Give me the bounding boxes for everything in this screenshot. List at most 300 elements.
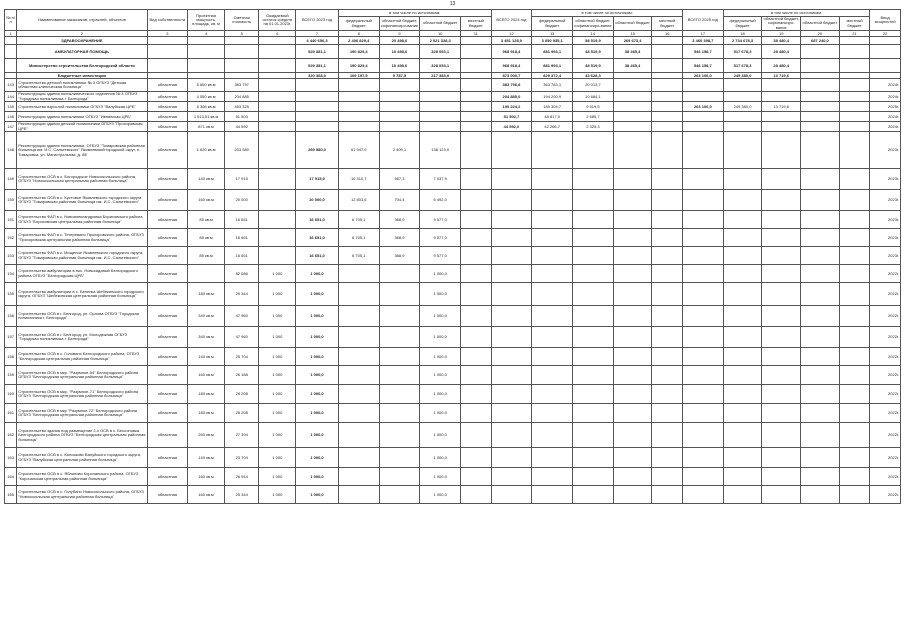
cofin-2025-cell — [762, 265, 801, 283]
federal-2023-cell — [338, 404, 379, 423]
col-header-total-2023: ВСЕГО 2023 год — [296, 10, 339, 31]
regional-2024-cell — [613, 229, 652, 247]
total-2023-cell: 1 000,0 — [296, 423, 339, 448]
remaining-cell — [259, 211, 296, 229]
row-number: 151 — [5, 211, 17, 229]
local-2023-cell — [461, 92, 492, 102]
total-2023-cell: 1 000,0 — [296, 348, 339, 366]
remaining-cell — [259, 247, 296, 265]
local-2025-cell — [839, 59, 870, 73]
cofin-2024-cell — [573, 211, 614, 229]
local-2024-cell — [652, 132, 683, 169]
capacity-cell: 140 кв.м — [188, 169, 225, 190]
commission-year-cell: 2022г. — [870, 423, 901, 448]
regional-2025-cell — [801, 468, 840, 486]
federal-2023-cell: 109 197,9 — [338, 73, 379, 79]
remaining-cell: 1 000 — [259, 385, 296, 404]
capacity-cell: 180 кв.м — [188, 404, 225, 423]
object-name: Строительство амбулатории в с. Беленка Шебекинского городского округа, ОГБУЗ "Шебекинская центральная районная больница" — [17, 283, 147, 306]
regional-2024-cell — [613, 169, 652, 190]
federal-2024-cell — [532, 327, 573, 348]
object-name: Строительство здания под размещение 2-х ОСВ в с. Бессоновка Белгородского района ОГБУЗ "Белгородская центральная районная больница" — [17, 423, 147, 448]
regional-2024-cell — [613, 102, 652, 112]
cofin-2024-cell — [573, 283, 614, 306]
regional-2023-cell: 1 000,0 — [420, 283, 461, 306]
federal-2023-cell — [338, 423, 379, 448]
local-2025-cell — [839, 306, 870, 327]
object-name: Строительство ОСВ в с. Кустовое Яковлевского городского округа ОГБУЗ "Томаровская районная больница им. И.С. Сальтевского" — [17, 190, 147, 211]
object-name: Бюджетные инвестиции — [17, 73, 147, 79]
column-number: 11 — [461, 31, 492, 37]
regional-2024-cell — [613, 122, 652, 132]
regional-2023-cell: 1 000,0 — [420, 366, 461, 385]
federal-2024-cell — [532, 169, 573, 190]
local-2024-cell — [652, 404, 683, 423]
estimate-cell: 383 797 — [224, 79, 259, 92]
row-number: 156 — [5, 306, 17, 327]
col-header-regional-cofin: областной бюджет, софинансиро-вание — [763, 16, 799, 30]
cofin-2024-cell: 48 519,9 — [573, 59, 614, 73]
ownership-cell: областная — [147, 385, 188, 404]
capacity-cell: 6 308 кв.м — [188, 102, 225, 112]
column-number: 6 — [259, 31, 296, 37]
ownership-cell: областная — [147, 92, 188, 102]
total-2023-cell: 1 000,0 — [296, 366, 339, 385]
object-name: Строительство амбулатории в пос. Новосадовый Белгородского района ОГБУЗ "Белгородская ЦРБ" — [17, 265, 147, 283]
remaining-cell: 1 000 — [259, 306, 296, 327]
total-2025-cell — [682, 211, 723, 229]
cofin-2025-cell — [762, 327, 801, 348]
local-2023-cell — [461, 169, 492, 190]
ownership-cell: областная — [147, 366, 188, 385]
col-header-no: № п/п — [5, 10, 17, 31]
total-2023-cell: 1 000,0 — [296, 283, 339, 306]
column-number: 8 — [338, 31, 379, 37]
row-number: 158 — [5, 348, 17, 366]
federal-2025-cell — [723, 306, 762, 327]
remaining-cell: 1 000 — [259, 423, 296, 448]
total-2024-cell: 204 885,0 — [491, 92, 532, 102]
total-2024-cell — [491, 132, 532, 169]
capacity-cell: 180 кв.м — [188, 283, 225, 306]
local-2024-cell — [652, 448, 683, 468]
federal-2023-cell — [338, 92, 379, 102]
regional-2025-cell — [801, 169, 840, 190]
cofin-2023-cell — [379, 404, 420, 423]
local-2023-cell — [461, 211, 492, 229]
total-2023-cell: 4 440 656,3 — [296, 37, 339, 45]
page-number: 13 — [449, 1, 456, 7]
ownership-cell: областная — [147, 122, 188, 132]
commission-year-cell: 2022г. — [870, 385, 901, 404]
cofin-2025-cell — [762, 229, 801, 247]
local-2024-cell — [652, 169, 683, 190]
federal-2023-cell: 190 829,4 — [338, 59, 379, 73]
regional-2025-cell — [801, 423, 840, 448]
commission-year-cell: 2024г. — [870, 92, 901, 102]
regional-2024-cell — [613, 366, 652, 385]
total-2024-cell — [491, 211, 532, 229]
remaining-cell — [259, 79, 296, 92]
col-header-federal: федеральный бюджет — [723, 17, 762, 31]
federal-2025-cell — [723, 486, 762, 504]
federal-2025-cell — [723, 169, 762, 190]
federal-2025-cell — [723, 348, 762, 366]
estimate-cell: 16 651 — [224, 229, 259, 247]
total-2024-cell: 968 918,4 — [491, 45, 532, 59]
estimate-cell: 16 651 — [224, 247, 259, 265]
estimate-cell: 47 960 — [224, 306, 259, 327]
regional-2025-cell — [801, 486, 840, 504]
federal-2024-cell: 363 783,1 — [532, 79, 573, 92]
column-number: 17 — [682, 31, 723, 37]
commission-year-cell: 2022г. — [870, 366, 901, 385]
remaining-cell: 1 000 — [259, 404, 296, 423]
total-2025-cell — [682, 327, 723, 348]
regional-2024-cell — [613, 423, 652, 448]
total-2024-cell — [491, 468, 532, 486]
cofin-2025-cell — [762, 404, 801, 423]
regional-2024-cell — [613, 112, 652, 122]
local-2023-cell — [461, 423, 492, 448]
regional-2024-cell — [613, 448, 652, 468]
section-row — [5, 37, 901, 45]
federal-2024-cell: 3 050 935,1 — [532, 37, 573, 45]
cofin-2024-cell — [573, 229, 614, 247]
federal-2024-cell: 194 200,9 — [532, 92, 573, 102]
total-2024-cell: 383 796,8 — [491, 79, 532, 92]
cofin-2025-cell — [762, 211, 801, 229]
cofin-2025-cell — [762, 79, 801, 92]
regional-2025-cell — [801, 190, 840, 211]
row-number — [5, 59, 17, 73]
table-row — [5, 132, 901, 169]
federal-2025-cell — [723, 112, 762, 122]
column-number: 7 — [296, 31, 339, 37]
estimate-cell: 26 188 — [224, 366, 259, 385]
total-2023-cell: 1 000,0 — [296, 306, 339, 327]
cofin-2023-cell — [379, 423, 420, 448]
cofin-2023-cell: 2 409,1 — [379, 132, 420, 169]
total-2023-cell — [296, 122, 339, 132]
cofin-2024-cell — [573, 468, 614, 486]
regional-2025-cell — [801, 59, 840, 73]
cofin-2024-cell: 43 628,3 — [573, 73, 614, 79]
local-2024-cell — [652, 79, 683, 92]
regional-2023-cell: 2 021 328,3 — [420, 37, 461, 45]
regional-2023-cell — [420, 112, 461, 122]
cofin-2025-cell — [762, 283, 801, 306]
section-row — [5, 59, 901, 73]
regional-2023-cell — [420, 92, 461, 102]
regional-2023-cell — [420, 102, 461, 112]
commission-year-cell: 2025г. — [870, 102, 901, 112]
commission-year-cell: 2022г. — [870, 306, 901, 327]
row-number: 157 — [5, 327, 17, 348]
object-name: Строительство взрослой поликлиники ОГБУЗ "Валуйская ЦРБ" — [17, 102, 147, 112]
commission-year-cell: 2023г. — [870, 190, 901, 211]
col-header-regional: областной бюджет — [420, 17, 461, 31]
capacity-cell: 85 кв.м — [188, 247, 225, 265]
regional-2023-cell: 138 123,0 — [420, 132, 461, 169]
ownership-cell: областная — [147, 283, 188, 306]
local-2024-cell — [652, 229, 683, 247]
capacity-cell: 140 кв.м — [188, 348, 225, 366]
commission-year-cell: 2023г. — [870, 132, 901, 169]
federal-2024-cell — [532, 385, 573, 404]
table-row — [5, 468, 901, 486]
cofin-2025-cell — [762, 385, 801, 404]
cofin-2023-cell — [379, 283, 420, 306]
total-2025-cell: 263 100,0 — [682, 73, 723, 79]
col-header-federal: федеральный бюджет — [532, 17, 573, 31]
commission-year-cell: 2022г. — [870, 468, 901, 486]
cofin-2023-cell — [379, 366, 420, 385]
regional-2025-cell — [801, 211, 840, 229]
total-2023-cell: 1 000,0 — [296, 404, 339, 423]
federal-2024-cell: 881 993,1 — [532, 45, 573, 59]
regional-2023-cell: 9 577,0 — [420, 211, 461, 229]
ownership-cell: областная — [147, 423, 188, 448]
ownership-cell: областная — [147, 468, 188, 486]
federal-2024-cell — [532, 283, 573, 306]
row-number: 153 — [5, 247, 17, 265]
row-number — [5, 45, 17, 59]
local-2024-cell — [652, 45, 683, 59]
federal-2024-cell — [532, 448, 573, 468]
estimate-cell: 28 208 — [224, 385, 259, 404]
local-2023-cell — [461, 229, 492, 247]
table-row — [5, 448, 901, 468]
federal-2024-cell — [532, 265, 573, 283]
remaining-cell: 1 000 — [259, 468, 296, 486]
estimate-cell: 17 915 — [224, 169, 259, 190]
regional-2025-cell — [801, 229, 840, 247]
federal-2023-cell — [338, 112, 379, 122]
row-number: 162 — [5, 423, 17, 448]
column-number: 22 — [870, 31, 901, 37]
cofin-2024-cell: 9 919,5 — [573, 102, 614, 112]
commission-year-cell: 2024г. — [870, 79, 901, 92]
federal-2023-cell: 190 829,4 — [338, 45, 379, 59]
cofin-2025-cell — [762, 423, 801, 448]
regional-2024-cell — [613, 327, 652, 348]
total-2024-cell — [491, 306, 532, 327]
cofin-2025-cell — [762, 92, 801, 102]
remaining-cell: 1 000 — [259, 486, 296, 504]
cofin-2024-cell — [573, 247, 614, 265]
local-2025-cell — [839, 190, 870, 211]
table-row — [5, 423, 901, 448]
col-header-regional-cofin: областной бюджет, софинансиро-вание — [573, 17, 614, 31]
cofin-2024-cell — [573, 486, 614, 504]
commission-year-cell: 2022г. — [870, 283, 901, 306]
regional-2023-cell: 328 053,1 — [420, 59, 461, 73]
total-2024-cell — [491, 385, 532, 404]
federal-2024-cell: 829 372,4 — [532, 73, 573, 79]
estimate-cell: 23 704 — [224, 448, 259, 468]
column-number: 4 — [188, 31, 225, 37]
federal-2023-cell — [338, 265, 379, 283]
table-row — [5, 385, 901, 404]
local-2023-cell — [461, 468, 492, 486]
cofin-2025-cell — [762, 112, 801, 122]
local-2025-cell — [839, 265, 870, 283]
local-2024-cell — [652, 190, 683, 211]
capacity-cell — [188, 265, 225, 283]
federal-2025-cell — [723, 404, 762, 423]
capacity-cell: 1 620 кв.м — [188, 132, 225, 169]
commission-year-cell: 2023г. — [870, 229, 901, 247]
table-row — [5, 265, 901, 283]
object-name: Строительство ОСВ в г. Белгород, ул. Молодежная ОГБУЗ "Городская поликлиника г. Белгорода" — [17, 327, 147, 348]
table-row — [5, 190, 901, 211]
estimate-cell: 26 944 — [224, 468, 259, 486]
local-2023-cell — [461, 306, 492, 327]
regional-2025-cell — [801, 122, 840, 132]
local-2024-cell — [652, 265, 683, 283]
ownership-cell: областная — [147, 112, 188, 122]
row-number: 150 — [5, 190, 17, 211]
total-2023-cell — [296, 112, 339, 122]
col-header-local: местный бюджет — [461, 17, 492, 31]
ownership-cell: областная — [147, 486, 188, 504]
total-2025-cell — [682, 366, 723, 385]
federal-2025-cell — [723, 79, 762, 92]
cofin-2023-cell: 368,9 — [379, 229, 420, 247]
cofin-2024-cell — [573, 448, 614, 468]
local-2025-cell — [839, 79, 870, 92]
estimate-cell: 20 000 — [224, 190, 259, 211]
ownership-cell: областная — [147, 102, 188, 112]
federal-2025-cell — [723, 423, 762, 448]
column-number: 2 — [17, 31, 147, 37]
total-2025-cell — [682, 404, 723, 423]
capacity-cell: 160 кв.м — [188, 190, 225, 211]
regional-2023-cell: 1 000,0 — [420, 423, 461, 448]
column-number: 12 — [491, 31, 532, 37]
local-2023-cell — [461, 283, 492, 306]
object-name: Реконструкция здания детской поликлиники ОГБУЗ "Прохоровская ЦРБ" — [17, 122, 147, 132]
row-number: 163 — [5, 448, 17, 468]
commission-year-cell: 2022г. — [870, 348, 901, 366]
capacity-cell: 260 кв.м — [188, 423, 225, 448]
capacity-cell: 5 600 кв.м — [188, 79, 225, 92]
capacity-cell: 140 кв.м — [188, 448, 225, 468]
commission-year-cell: 2024г. — [870, 122, 901, 132]
federal-2024-cell — [532, 306, 573, 327]
capacity-cell — [188, 37, 225, 45]
local-2023-cell — [461, 132, 492, 169]
federal-2023-cell — [338, 366, 379, 385]
local-2023-cell — [461, 37, 492, 45]
table-row — [5, 306, 901, 327]
federal-2025-cell — [723, 468, 762, 486]
federal-2024-cell — [532, 247, 573, 265]
federal-2025-cell — [723, 132, 762, 169]
column-number: 5 — [224, 31, 259, 37]
row-number: 155 — [5, 283, 17, 306]
cofin-2025-cell — [762, 306, 801, 327]
estimate-cell: 28 208 — [224, 404, 259, 423]
total-2025-cell — [682, 190, 723, 211]
cofin-2024-cell — [573, 132, 614, 169]
object-name: Строительство ОСВ в с. Голубино Новооскольского района, ОГБУЗ "Новооскольская центральная районная больница" — [17, 486, 147, 504]
local-2023-cell — [461, 348, 492, 366]
regional-2024-cell: 269 673,4 — [613, 37, 652, 45]
total-2024-cell — [491, 169, 532, 190]
row-number: 152 — [5, 229, 17, 247]
local-2023-cell — [461, 102, 492, 112]
total-2023-cell: 1 000,0 — [296, 385, 339, 404]
column-number: 9 — [379, 31, 420, 37]
regional-2025-cell — [801, 45, 840, 59]
federal-2023-cell: 12 803,6 — [338, 190, 379, 211]
cofin-2024-cell — [573, 366, 614, 385]
remaining-cell: 1 000 — [259, 327, 296, 348]
col-header-sources-2025: в том числе по источникам: — [723, 10, 870, 17]
regional-2025-cell — [801, 306, 840, 327]
commission-year-cell: 2022г. — [870, 486, 901, 504]
local-2023-cell — [461, 190, 492, 211]
capacity-cell: 160 кв.м — [188, 468, 225, 486]
col-header-capacity: Проектная мощность, площадь, кв. м — [188, 10, 225, 31]
column-number: 15 — [613, 31, 652, 37]
capacity-cell: 160 кв.м — [188, 366, 225, 385]
ownership-cell: областная — [147, 211, 188, 229]
column-number: 3 — [147, 31, 188, 37]
remaining-cell — [259, 112, 296, 122]
capacity-cell — [188, 59, 225, 73]
regional-2025-cell: 687 240,0 — [801, 37, 840, 45]
ownership-cell: областная — [147, 306, 188, 327]
cofin-2024-cell: 58 519,9 — [573, 37, 614, 45]
cofin-2023-cell — [379, 348, 420, 366]
cofin-2025-cell — [762, 348, 801, 366]
total-2025-cell — [682, 423, 723, 448]
federal-2024-cell — [532, 211, 573, 229]
estimate-cell: 204 885 — [224, 92, 259, 102]
total-2025-cell — [682, 79, 723, 92]
regional-2025-cell — [801, 366, 840, 385]
col-header-local: местный бюджет — [652, 17, 683, 31]
federal-2025-cell — [723, 265, 762, 283]
commission-year-cell: 2023г. — [870, 247, 901, 265]
federal-2024-cell: 881 993,1 — [532, 59, 573, 73]
federal-2023-cell — [338, 468, 379, 486]
local-2025-cell — [839, 366, 870, 385]
total-2025-cell: 546 158,7 — [682, 45, 723, 59]
object-name: Строительство ФАП в с. Тетеревино Прохоровского района, ОГБУЗ "Прохоровская центральная районная больница" — [17, 229, 147, 247]
total-2023-cell — [296, 102, 339, 112]
local-2025-cell — [839, 92, 870, 102]
total-2024-cell — [491, 190, 532, 211]
federal-2025-cell — [723, 327, 762, 348]
total-2023-cell — [296, 92, 339, 102]
col-header-total-2024: ВСЕГО 2024 год — [491, 10, 532, 31]
object-name: Министерство строительства Белгородской области — [17, 59, 147, 73]
row-number: 149 — [5, 169, 17, 190]
cofin-2024-cell: 2 685,7 — [573, 112, 614, 122]
estimate-cell: 29 344 — [224, 283, 259, 306]
cofin-2023-cell: 368,9 — [379, 247, 420, 265]
remaining-cell: 1 000 — [259, 265, 296, 283]
federal-2025-cell — [723, 229, 762, 247]
regional-2023-cell — [420, 79, 461, 92]
col-header-total-2025: ВСЕГО 2025 год — [682, 10, 723, 31]
remaining-cell — [259, 122, 296, 132]
local-2024-cell — [652, 59, 683, 73]
